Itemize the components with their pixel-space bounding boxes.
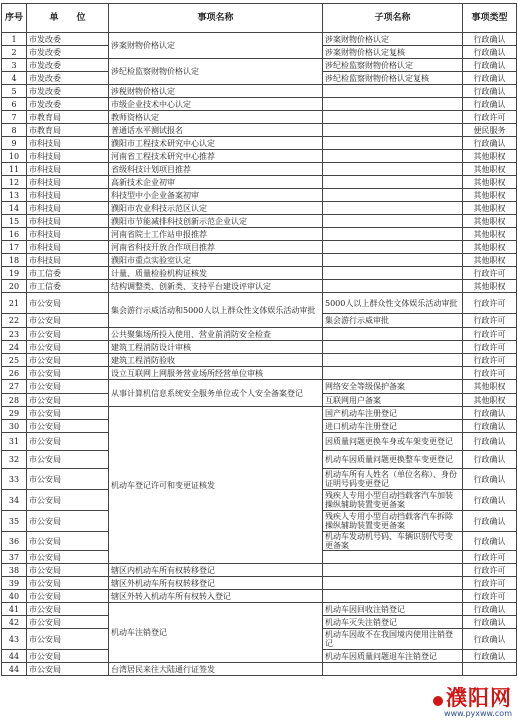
cell-no: 29 xyxy=(2,407,27,420)
cell-subitem xyxy=(323,163,463,176)
cell-unit: 市发改委 xyxy=(27,59,109,72)
cell-type: 行政许可 xyxy=(463,328,517,341)
cell-type: 行政确认 xyxy=(463,85,517,98)
cell-unit: 市公安局 xyxy=(27,451,109,469)
cell-no: 41 xyxy=(2,603,27,616)
cell-type: 行政确认 xyxy=(463,407,517,420)
table-row xyxy=(2,241,517,254)
cell-subitem: 网络安全等级保护备案 xyxy=(323,380,463,394)
table-row xyxy=(2,228,517,241)
cell-subitem xyxy=(323,590,463,603)
table-row xyxy=(2,215,517,228)
cell-item: 濮阳市节能减排科技创新示范企业认定 xyxy=(109,215,323,228)
cell-no: 35 xyxy=(2,511,27,532)
cell-subitem xyxy=(323,111,463,124)
cell-subitem: 涉纪检监察财物价格认定复核 xyxy=(323,72,463,85)
cell-subitem xyxy=(323,228,463,241)
cell-type: 行政确认 xyxy=(463,490,517,511)
cell-item: 省级科技计划项目推荐 xyxy=(109,163,323,176)
cell-subitem xyxy=(323,341,463,354)
cell-type: 行政许可 xyxy=(463,293,517,314)
cell-subitem xyxy=(323,137,463,150)
cell-type: 行政许可 xyxy=(463,111,517,124)
cell-item: 公共聚集场所投入使用、营业前消防安全检查 xyxy=(109,328,323,341)
cell-no: 2 xyxy=(2,46,27,59)
cell-subitem xyxy=(323,367,463,380)
table-row xyxy=(2,367,517,380)
cell-unit: 市科技局 xyxy=(27,163,109,176)
cell-no: 31 xyxy=(2,433,27,451)
cell-no: 30 xyxy=(2,420,27,433)
table-row xyxy=(2,150,517,163)
cell-unit: 市公安局 xyxy=(27,532,109,551)
cell-subitem xyxy=(323,202,463,215)
cell-no: 10 xyxy=(2,150,27,163)
cell-item: 普通话水平测试报名 xyxy=(109,124,323,137)
cell-item: 结构调整类、创新类、支持平台建设评审认定 xyxy=(109,280,323,293)
cell-unit: 市公安局 xyxy=(27,367,109,380)
cell-type: 行政确认 xyxy=(463,616,517,629)
cell-subitem xyxy=(323,280,463,293)
cell-no: 18 xyxy=(2,254,27,267)
cell-unit: 市公安局 xyxy=(27,564,109,577)
cell-type xyxy=(463,663,517,676)
cell-item: 机动车注销登记 xyxy=(109,603,323,663)
cell-item: 濮阳市工程技术研究中心认定 xyxy=(109,137,323,150)
cell-item: 台湾居民来往大陆通行证签发 xyxy=(109,663,323,676)
cell-item: 高新技术企业初审 xyxy=(109,176,323,189)
cell-type: 行政确认 xyxy=(463,420,517,433)
cell-no: 7 xyxy=(2,111,27,124)
cell-unit: 市公安局 xyxy=(27,407,109,420)
cell-subitem: 机动车因质量问题退车注销登记 xyxy=(323,650,463,663)
cell-subitem xyxy=(323,267,463,280)
cell-subitem: 残疾人专用小型自动挡载客汽车拆除操纵辅助装置变更备案 xyxy=(323,511,463,532)
table-row xyxy=(2,163,517,176)
cell-no: 20 xyxy=(2,280,27,293)
cell-no: 23 xyxy=(2,328,27,341)
table-row xyxy=(2,380,517,394)
cell-type: 行政确认 xyxy=(463,433,517,451)
cell-type: 行政确认 xyxy=(463,451,517,469)
cell-no: 19 xyxy=(2,267,27,280)
cell-item: 河南省科技开放合作项目推荐 xyxy=(109,241,323,254)
cell-type: 行政许可 xyxy=(463,590,517,603)
header-no: 序号 xyxy=(2,4,27,33)
cell-no: 36 xyxy=(2,532,27,551)
cell-subitem: 机动车发动机号码、车辆识别代号变更备案 xyxy=(323,532,463,551)
cell-no: 17 xyxy=(2,241,27,254)
table-row xyxy=(2,85,517,98)
table-row xyxy=(2,33,517,46)
cell-type: 行政许可 xyxy=(463,341,517,354)
cell-type: 行政许可 xyxy=(463,314,517,328)
cell-unit: 市科技局 xyxy=(27,176,109,189)
cell-subitem xyxy=(323,328,463,341)
table-row xyxy=(2,202,517,215)
cell-no: 22 xyxy=(2,314,27,328)
cell-subitem xyxy=(323,354,463,367)
table-row xyxy=(2,603,517,616)
cell-unit: 市公安局 xyxy=(27,293,109,314)
cell-type: 其他职权 xyxy=(463,150,517,163)
table-row xyxy=(2,254,517,267)
cell-type: 其他职权 xyxy=(463,163,517,176)
cell-subitem: 机动车灭失注销登记 xyxy=(323,616,463,629)
table-row xyxy=(2,293,517,314)
cell-unit: 市公安局 xyxy=(27,590,109,603)
cell-no: 26 xyxy=(2,367,27,380)
cell-no: 33 xyxy=(2,469,27,490)
cell-item: 建筑工程消防验收 xyxy=(109,354,323,367)
cell-unit: 市发改委 xyxy=(27,46,109,59)
cell-type: 行政许可 xyxy=(463,354,517,367)
cell-type: 行政确认 xyxy=(463,629,517,650)
cell-unit: 市发改委 xyxy=(27,72,109,85)
cell-type: 行政许可 xyxy=(463,267,517,280)
cell-unit: 市公安局 xyxy=(27,663,109,676)
cell-unit: 市公安局 xyxy=(27,490,109,511)
cell-item: 辖区外机动车所有权转移登记 xyxy=(109,577,323,590)
cell-unit: 市科技局 xyxy=(27,254,109,267)
cell-no: 28 xyxy=(2,394,27,407)
cell-unit: 市科技局 xyxy=(27,202,109,215)
table-row xyxy=(2,328,517,341)
watermark-url: www.pyxww.com xyxy=(444,709,512,718)
cell-type: 行政确认 xyxy=(463,46,517,59)
cell-subitem: 涉案财物价格认定复核 xyxy=(323,46,463,59)
cell-unit: 市公安局 xyxy=(27,577,109,590)
cell-subitem: 互联网用户备案 xyxy=(323,394,463,407)
cell-unit: 市公安局 xyxy=(27,511,109,532)
cell-no: 44 xyxy=(2,663,27,676)
table-row xyxy=(2,98,517,111)
cell-subitem xyxy=(323,663,463,676)
cell-type: 行政确认 xyxy=(463,650,517,663)
cell-item: 市级企业技术中心认定 xyxy=(109,98,323,111)
cell-no: 1 xyxy=(2,33,27,46)
cell-no: 38 xyxy=(2,564,27,577)
cell-subitem xyxy=(323,98,463,111)
cell-unit: 市公安局 xyxy=(27,354,109,367)
cell-item: 濮阳市农业科技示范区认定 xyxy=(109,202,323,215)
logo-dot-icon xyxy=(433,696,443,706)
cell-type: 行政许可 xyxy=(463,551,517,564)
cell-type: 其他职权 xyxy=(463,176,517,189)
cell-unit: 市科技局 xyxy=(27,241,109,254)
cell-subitem: 因质量问题更换车身或车架变更登记 xyxy=(323,433,463,451)
cell-subitem: 集会游行示威审批 xyxy=(323,314,463,328)
table-row xyxy=(2,663,517,676)
cell-no: 27 xyxy=(2,380,27,394)
cell-unit: 市发改委 xyxy=(27,33,109,46)
cell-no: 39 xyxy=(2,577,27,590)
cell-subitem xyxy=(323,551,463,564)
cell-no: 21 xyxy=(2,293,27,314)
cell-unit: 市公安局 xyxy=(27,341,109,354)
cell-item: 从事计算机信息系统安全服务单位或个人安全备案登记 xyxy=(109,380,323,407)
cell-no: 25 xyxy=(2,354,27,367)
cell-item: 集会游行示威活动和5000人以上群众性文体娱乐活动审批 xyxy=(109,293,323,328)
cell-no: 3 xyxy=(2,59,27,72)
cell-unit: 市科技局 xyxy=(27,215,109,228)
cell-no: 13 xyxy=(2,189,27,202)
cell-subitem: 残疾人专用小型自动挡载客汽车加装操纵辅助装置变更备案 xyxy=(323,490,463,511)
cell-subitem: 涉案财物价格认定 xyxy=(323,33,463,46)
header-item: 事项名称 xyxy=(109,4,323,33)
cell-subitem: 机动车因回收注销登记 xyxy=(323,603,463,616)
cell-no: 16 xyxy=(2,228,27,241)
table-row xyxy=(2,577,517,590)
cell-type: 行政确认 xyxy=(463,72,517,85)
cell-unit: 市公安局 xyxy=(27,603,109,616)
cell-unit: 市科技局 xyxy=(27,228,109,241)
cell-subitem: 机动车因故不在我国境内使用注销登记 xyxy=(323,629,463,650)
cell-unit: 市工信委 xyxy=(27,267,109,280)
cell-item: 涉纪检监察财物价格认定 xyxy=(109,59,323,85)
cell-unit: 市公安局 xyxy=(27,469,109,490)
cell-type: 行政确认 xyxy=(463,137,517,150)
cell-type: 行政许可 xyxy=(463,577,517,590)
cell-no: 37 xyxy=(2,551,27,564)
cell-type: 其他职权 xyxy=(463,202,517,215)
cell-subitem: 机动车所有人姓名（单位名称）、身份证明号码变更登记 xyxy=(323,469,463,490)
cell-no: 6 xyxy=(2,98,27,111)
table-body xyxy=(2,33,517,676)
table-row xyxy=(2,189,517,202)
cell-item: 建筑工程消防设计审核 xyxy=(109,341,323,354)
cell-type: 其他职权 xyxy=(463,394,517,407)
cell-no: 12 xyxy=(2,176,27,189)
header-unit: 单 位 xyxy=(27,4,109,33)
table-row xyxy=(2,590,517,603)
cell-type: 行政许可 xyxy=(463,367,517,380)
table-row xyxy=(2,111,517,124)
table-row xyxy=(2,354,517,367)
cell-subitem: 涉纪检监察财物价格认定 xyxy=(323,59,463,72)
cell-unit: 市公安局 xyxy=(27,551,109,564)
cell-subitem xyxy=(323,241,463,254)
cell-unit: 市教育局 xyxy=(27,111,109,124)
cell-unit: 市工信委 xyxy=(27,280,109,293)
cell-type: 行政确认 xyxy=(463,469,517,490)
cell-unit: 市发改委 xyxy=(27,85,109,98)
cell-item: 计量、质量检验机构证核发 xyxy=(109,267,323,280)
cell-subitem: 机动车因质量问题更换整车变更登记 xyxy=(323,451,463,469)
cell-type: 其他职权 xyxy=(463,254,517,267)
table-row xyxy=(2,267,517,280)
cell-type: 行政确认 xyxy=(463,603,517,616)
cell-item: 教师资格认定 xyxy=(109,111,323,124)
cell-subitem xyxy=(323,124,463,137)
cell-no: 24 xyxy=(2,341,27,354)
cell-item: 河南省工程技术研究中心推荐 xyxy=(109,150,323,163)
cell-type: 其他职权 xyxy=(463,228,517,241)
cell-subitem xyxy=(323,150,463,163)
cell-unit: 市公安局 xyxy=(27,629,109,650)
cell-unit: 市公安局 xyxy=(27,433,109,451)
cell-no: 42 xyxy=(2,616,27,629)
cell-item: 辖区外转入机动车所有权转入登记 xyxy=(109,590,323,603)
cell-unit: 市教育局 xyxy=(27,124,109,137)
table-row xyxy=(2,280,517,293)
cell-unit: 市科技局 xyxy=(27,150,109,163)
cell-unit: 市公安局 xyxy=(27,380,109,394)
cell-unit: 市科技局 xyxy=(27,189,109,202)
header-subitem: 子项名称 xyxy=(323,4,463,33)
cell-no: 5 xyxy=(2,85,27,98)
cell-unit: 市公安局 xyxy=(27,420,109,433)
cell-type: 行政确认 xyxy=(463,98,517,111)
table-row xyxy=(2,59,517,72)
cell-type: 其他职权 xyxy=(463,280,517,293)
cell-unit: 市发改委 xyxy=(27,98,109,111)
cell-subitem xyxy=(323,215,463,228)
cell-no: 11 xyxy=(2,163,27,176)
watermark-brand: 濮阳网 xyxy=(446,686,512,710)
cell-item: 机动车登记许可和变更证核发 xyxy=(109,407,323,564)
table-row xyxy=(2,564,517,577)
cell-type: 其他职权 xyxy=(463,241,517,254)
cell-unit: 市公安局 xyxy=(27,328,109,341)
cell-type: 其他职权 xyxy=(463,189,517,202)
cell-no: 15 xyxy=(2,215,27,228)
cell-type: 行政确认 xyxy=(463,33,517,46)
matters-table xyxy=(1,3,517,676)
cell-item: 科技型中小企业备案初审 xyxy=(109,189,323,202)
header-row xyxy=(2,4,517,33)
cell-item: 设立互联网上网服务营业场所经营单位审核 xyxy=(109,367,323,380)
cell-no: 32 xyxy=(2,451,27,469)
cell-subitem: 5000人以上群众性文体娱乐活动审批 xyxy=(323,293,463,314)
cell-no: 43 xyxy=(2,629,27,650)
cell-no: 34 xyxy=(2,490,27,511)
cell-subitem xyxy=(323,577,463,590)
table-row xyxy=(2,137,517,150)
cell-type: 便民服务 xyxy=(463,124,517,137)
cell-no: 14 xyxy=(2,202,27,215)
cell-no: 44 xyxy=(2,650,27,663)
cell-subitem: 进口机动车注册登记 xyxy=(323,420,463,433)
cell-type: 行政确认 xyxy=(463,59,517,72)
cell-no: 9 xyxy=(2,137,27,150)
cell-no: 4 xyxy=(2,72,27,85)
cell-type: 其他职权 xyxy=(463,380,517,394)
cell-item: 濮阳市重点实验室认定 xyxy=(109,254,323,267)
cell-type: 行政许可 xyxy=(463,564,517,577)
cell-item: 涉案财物价格认定 xyxy=(109,33,323,59)
cell-type: 其他职权 xyxy=(463,215,517,228)
cell-unit: 市科技局 xyxy=(27,137,109,150)
site-watermark xyxy=(433,687,512,718)
cell-item: 河南省院士工作站申报推荐 xyxy=(109,228,323,241)
table-row xyxy=(2,407,517,420)
cell-type: 行政确认 xyxy=(463,511,517,532)
cell-unit: 市公安局 xyxy=(27,314,109,328)
cell-type: 行政确认 xyxy=(463,532,517,551)
cell-no: 40 xyxy=(2,590,27,603)
table-row xyxy=(2,176,517,189)
cell-subitem xyxy=(323,176,463,189)
cell-unit: 市公安局 xyxy=(27,616,109,629)
cell-no: 8 xyxy=(2,124,27,137)
cell-subitem xyxy=(323,85,463,98)
cell-subitem xyxy=(323,564,463,577)
cell-unit: 市公安局 xyxy=(27,394,109,407)
header-type: 事项类型 xyxy=(463,4,517,33)
table-row xyxy=(2,124,517,137)
cell-subitem xyxy=(323,189,463,202)
cell-subitem xyxy=(323,254,463,267)
table-row xyxy=(2,341,517,354)
cell-unit: 市公安局 xyxy=(27,650,109,663)
cell-item: 涉税财物价格认定 xyxy=(109,85,323,98)
cell-item: 辖区内机动车所有权转移登记 xyxy=(109,564,323,577)
cell-subitem: 国产机动车注册登记 xyxy=(323,407,463,420)
